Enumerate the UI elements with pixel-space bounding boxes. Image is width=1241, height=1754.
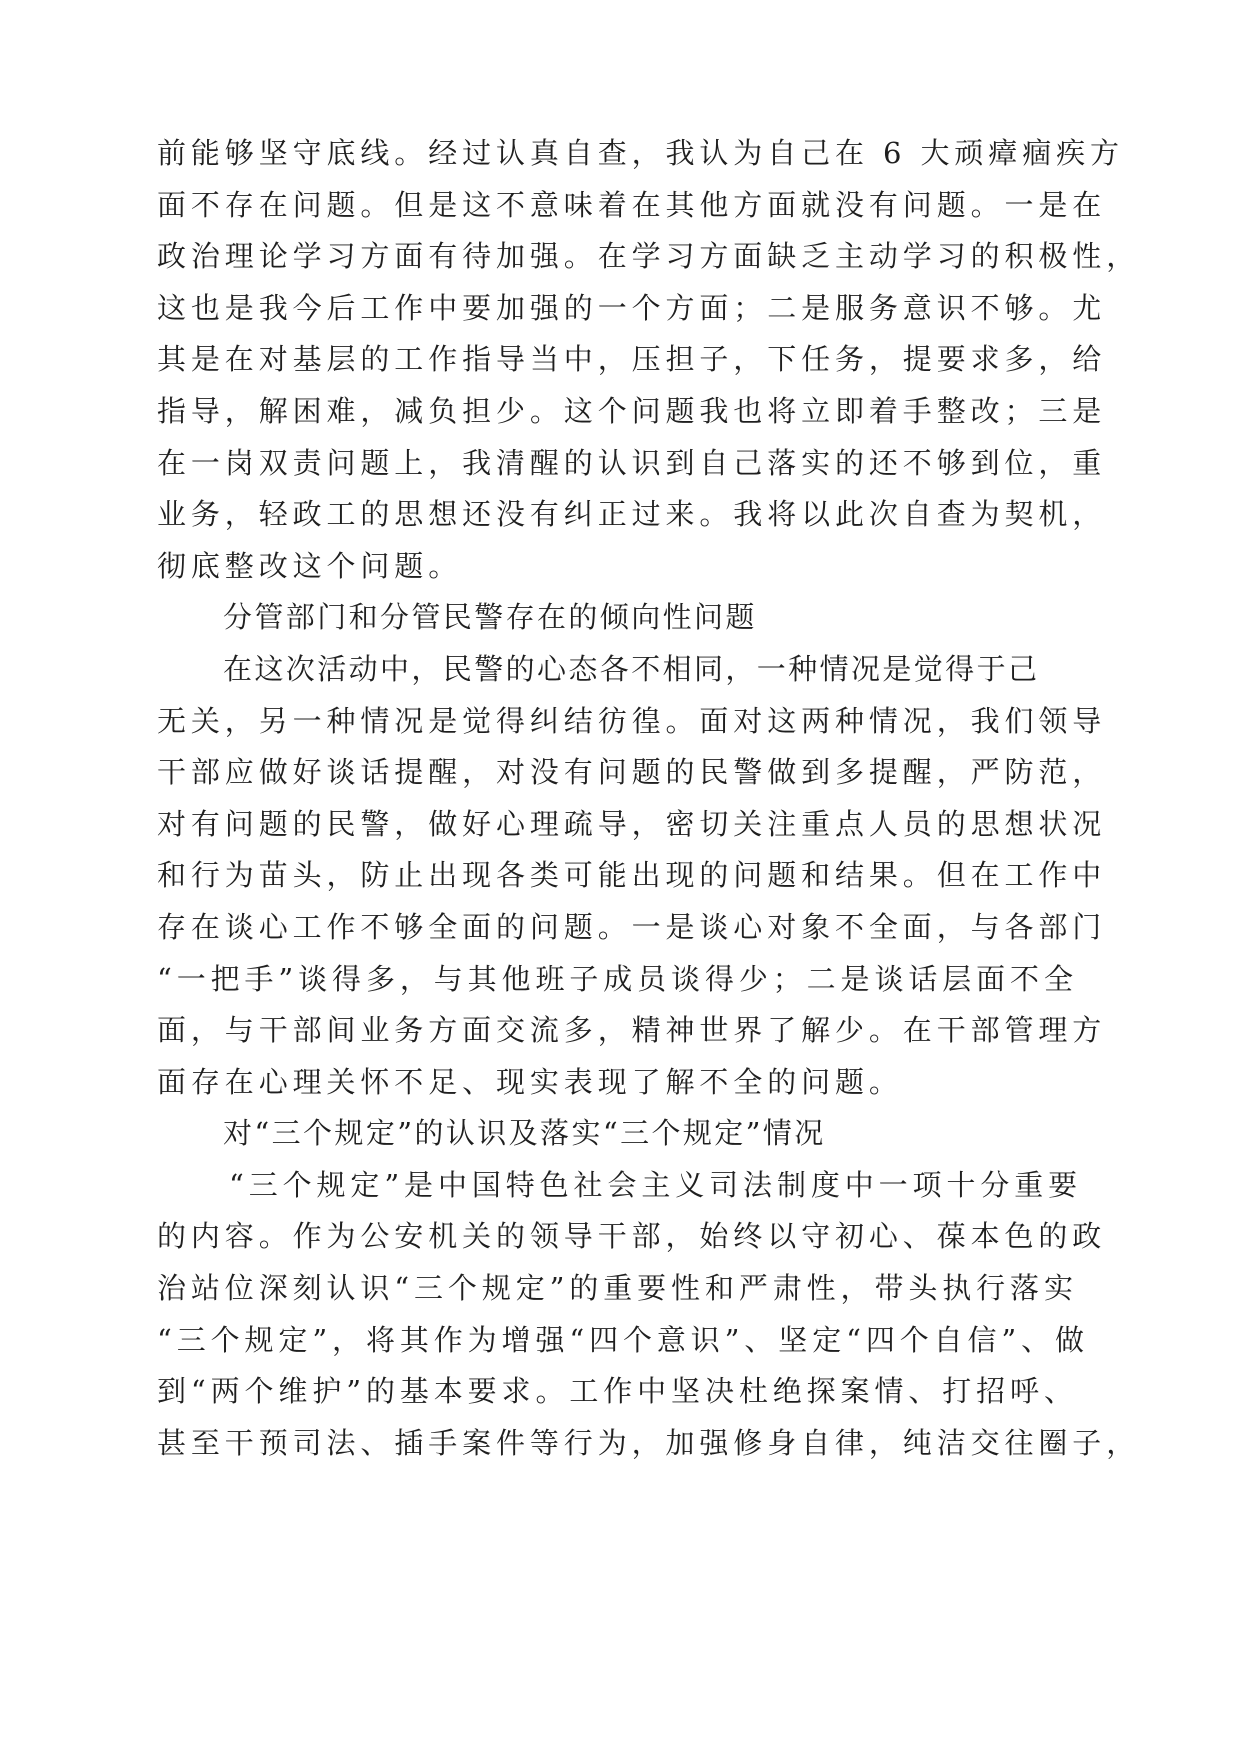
text-line: 业务，轻政工的思想还没有纠正过来。我将以此次自查为契机，: [157, 497, 1107, 532]
paragraph-first-line: “三个规定”是中国特色社会主义司法制度中一项十分重要: [229, 1167, 1083, 1202]
section-heading: 对“三个规定”的认识及落实“三个规定”情况: [223, 1116, 826, 1151]
text-line: 面不存在问题。但是这不意味着在其他方面就没有问题。一是在: [157, 187, 1107, 222]
text-line: 其是在对基层的工作指导当中，压担子，下任务，提要求多，给: [157, 342, 1107, 377]
text-line: 在一岗双责问题上，我清醒的认识到自己落实的还不够到位，重: [157, 445, 1107, 480]
text-line: 面，与干部间业务方面交流多，精神世界了解少。在干部管理方: [157, 1013, 1107, 1048]
text-line: 甚至干预司法、插手案件等行为，加强修身自律，纯洁交往圈子，: [157, 1425, 1141, 1460]
text-line: 彻底整改这个问题。: [157, 548, 463, 583]
text-line: 指导，解困难，减负担少。这个问题我也将立即着手整改；三是: [157, 393, 1107, 428]
text-line: 政治理论学习方面有待加强。在学习方面缺乏主动学习的积极性，: [157, 239, 1141, 274]
text-line: 和行为苗头，防止出现各类可能出现的问题和结果。但在工作中: [157, 858, 1107, 893]
text-line: 无关，另一种情况是觉得纠结彷徨。面对这两种情况，我们领导: [157, 703, 1107, 738]
text-line: 的内容。作为公安机关的领导干部，始终以守初心、葆本色的政: [157, 1219, 1107, 1254]
text-line: “一把手”谈得多，与其他班子成员谈得少；二是谈话层面不全: [157, 961, 1078, 996]
text-line: 干部应做好谈话提醒，对没有问题的民警做到多提醒，严防范，: [157, 755, 1107, 790]
text-line: 存在谈心工作不够全面的问题。一是谈心对象不全面，与各部门: [157, 909, 1107, 944]
text-line: 前能够坚守底线。经过认真自查，我认为自己在 6 大顽瘴痼疾方: [157, 136, 1124, 170]
text-line: 对有问题的民警，做好心理疏导，密切关注重点人员的思想状况: [157, 806, 1107, 841]
document-body: [157, 128, 1141, 1469]
text-line: 这也是我今后工作中要加强的一个方面；二是服务意识不够。尤: [157, 290, 1107, 325]
paragraph-first-line: 在这次活动中，民警的心态各不相同，一种情况是觉得于己: [223, 651, 1040, 686]
text-line: 治站位深刻认识“三个规定”的重要性和严肃性，带头执行落实: [157, 1271, 1078, 1306]
text-line: 到“两个维护”的基本要求。工作中坚决杜绝探案情、打招呼、: [157, 1374, 1078, 1409]
section-heading: 分管部门和分管民警存在的倾向性问题: [223, 600, 757, 635]
text-line: “三个规定”，将其作为增强“四个意识”、坚定“四个自信”、做: [157, 1322, 1089, 1357]
text-line: 面存在心理关怀不足、现实表现了解不全的问题。: [157, 1064, 903, 1099]
